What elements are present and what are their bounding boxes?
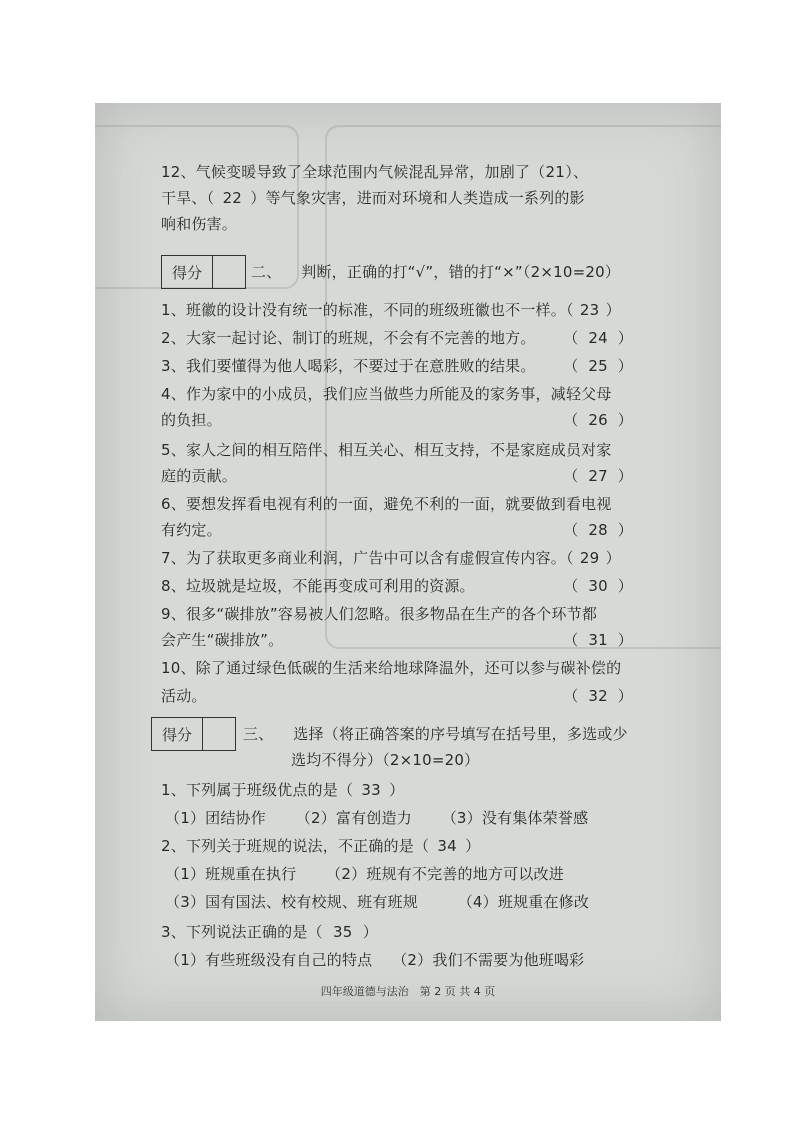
option[interactable]: （2）我们不需要为他班喝彩: [392, 951, 585, 969]
sec3-heading-cont: 选均不得分）（2×10=20）: [291, 751, 480, 769]
choice-1-stem: 1、下列属于班级优点的是（ 33 ）: [161, 781, 405, 799]
judge-9-cont: 会产生“碳排放”。 （ 31 ）: [161, 631, 633, 649]
judge-2: 2、大家一起讨论、制订的班规，不会有不完善的地方。 （ 24 ）: [161, 329, 633, 347]
score-label: 得分: [162, 256, 213, 288]
sec2-heading: 二、 判断，正确的打“√”，错的打“×”（2×10=20）: [251, 263, 621, 281]
judge-6: 6、要想发挥看电视有利的一面，避免不利的一面，就要做到看电视: [161, 495, 612, 513]
answer-21[interactable]: 21: [545, 163, 566, 181]
q12-line3: 响和伤害。: [161, 215, 238, 233]
judge-5: 5、家人之间的相互陪伴、相互关心、相互支持，不是家庭成员对家: [161, 441, 612, 459]
judge-9: 9、很多“碳排放”容易被人们忽略。很多物品在生产的各个环节都: [161, 605, 598, 623]
answer-25[interactable]: 25: [588, 357, 608, 375]
answer-26[interactable]: 26: [588, 411, 608, 429]
option[interactable]: （2）班规有不完善的地方可以改进: [326, 865, 564, 883]
answer-29[interactable]: 29: [579, 549, 600, 567]
answer-34[interactable]: 34: [437, 837, 457, 855]
answer-24[interactable]: 24: [588, 329, 608, 347]
answer-28[interactable]: 28: [588, 521, 608, 539]
score-label: 得分: [152, 718, 203, 750]
judge-8: 8、垃圾就是垃圾，不能再变成可利用的资源。 （ 30 ）: [161, 577, 633, 595]
answer-27[interactable]: 27: [588, 467, 608, 485]
option[interactable]: （1）有些班级没有自己的特点: [165, 951, 373, 969]
answer-35[interactable]: 35: [333, 923, 353, 941]
judge-7: 7、为了获取更多商业利润，广告中可以含有虚假宣传内容。（ 29 ）: [161, 549, 621, 567]
score-blank[interactable]: [213, 256, 245, 288]
option[interactable]: （1）团结协作: [165, 809, 266, 827]
exam-page: [95, 103, 721, 1021]
choice-2-stem: 2、下列关于班规的说法，不正确的是（ 34 ）: [161, 837, 481, 855]
answer-31[interactable]: 31: [588, 631, 608, 649]
judge-6-cont: 有约定。 （ 28 ）: [161, 521, 633, 539]
judge-5-cont: 庭的贡献。 （ 27 ）: [161, 467, 633, 485]
judge-3: 3、我们要懂得为他人喝彩，不要过于在意胜败的结果。 （ 25 ）: [161, 357, 633, 375]
option[interactable]: （3）没有集体荣誉感: [441, 809, 589, 827]
judge-4-cont: 的负担。 （ 26 ）: [161, 411, 633, 429]
answer-23[interactable]: 23: [579, 301, 600, 319]
score-box-sec3[interactable]: [151, 717, 236, 751]
score-blank[interactable]: [203, 718, 235, 750]
option[interactable]: （2）富有创造力: [295, 809, 412, 827]
option[interactable]: （3）国有国法、校有校规、班有班规: [165, 893, 418, 911]
judge-4: 4、作为家中的小成员，我们应当做些力所能及的家务事，减轻父母: [161, 385, 612, 403]
answer-22[interactable]: 22: [222, 189, 243, 207]
q12-line1: 12、气候变暖导致了全球范围内气候混乱异常，加剧了（21）、: [161, 163, 589, 181]
q12-line2: 干旱、（ 22 ）等气象灾害，进而对环境和人类造成一系列的影: [161, 189, 585, 207]
choice-2-options-row2: [165, 891, 701, 912]
choice-1-options: [165, 807, 701, 828]
answer-30[interactable]: 30: [588, 577, 608, 595]
judge-10: 10、除了通过绿色低碳的生活来给地球降温外，还可以参与碳补偿的: [161, 659, 622, 677]
page-footer: 四年级道德与法治 第 2 页 共 4 页: [320, 985, 496, 998]
choice-3-options: [165, 949, 701, 970]
answer-32[interactable]: 32: [588, 687, 608, 705]
judge-10-cont: 活动。 （ 32 ）: [161, 687, 633, 705]
judge-1: 1、班徽的设计没有统一的标准，不同的班级班徽也不一样。（ 23 ）: [161, 301, 621, 319]
answer-33[interactable]: 33: [361, 781, 381, 799]
option[interactable]: （1）班规重在执行: [165, 865, 297, 883]
choice-3-stem: 3、下列说法正确的是（ 35 ）: [161, 923, 378, 941]
sec3-heading: 三、 选择（将正确答案的序号填写在括号里，多选或少: [243, 725, 628, 743]
score-box-sec2[interactable]: [161, 255, 246, 289]
option[interactable]: （4）班规重在修改: [457, 893, 590, 911]
choice-2-options-row1: [165, 863, 701, 884]
